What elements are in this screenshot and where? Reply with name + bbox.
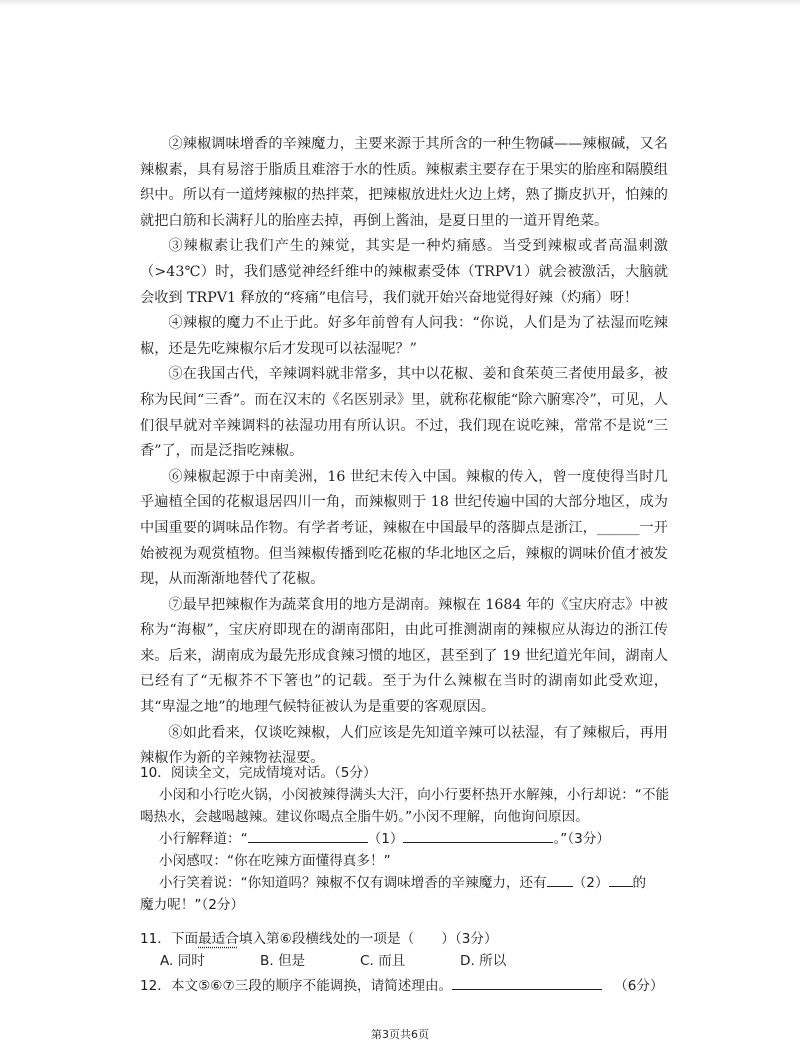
answer-blank-2a[interactable] [547, 872, 573, 887]
question-12-stem [140, 975, 670, 997]
line-1-prefix: 小行解释道：“ [159, 831, 248, 847]
blank-2-mark: （2） [572, 875, 609, 891]
option-c[interactable]: C. 而且 [360, 953, 406, 969]
question-10-line-4: 魔力呢！”（2分） [140, 897, 245, 913]
line-3-suffix: 的 [632, 875, 647, 891]
option-b[interactable]: B. 但是 [260, 953, 306, 969]
question-11-stem [140, 928, 670, 950]
answer-blank-2b[interactable] [609, 872, 633, 887]
question-12-score: （6分） [614, 978, 664, 994]
question-10-line-3 [140, 872, 670, 894]
paragraph-6: ⑥辣椒起源于中南美洲，16 世纪末传入中国。辣椒的传入，曾一度使得当时几乎遍植全国的花椒退居四川一角，而辣椒则于 18 世纪传遍中国的大部分地区，成为中国重要的调味品作物。有学者考证，辣椒在中国最早的落脚点是浙江，______一开始被视为观赏植物。但当辣椒传播到吃花椒的华北地区之后，辣椒的调味价值才被发现，从而渐渐地替代了花椒。 [140, 468, 668, 588]
answer-blank-1b[interactable] [403, 828, 553, 843]
question-10 [140, 762, 670, 916]
question-11-stem-suffix: 填入第⑥段横线处的一项是（ ）（3分） [238, 931, 498, 947]
question-11-options [140, 950, 670, 972]
option-a[interactable]: A. 同时 [160, 953, 205, 969]
line-1-suffix: 。”（3分） [553, 831, 610, 847]
paragraph-5: ⑤在我国古代，辛辣调料就非常多，其中以花椒、姜和食茱萸三者使用最多，被称为民间“三香”。而在汉末的《名医别录》里，就称花椒能“除六腑寒冷”，可见，人们很早就对辛辣调料的祛湿功用有所认识。不过，我们现在说吃辣，常常不是说“三香”了，而是泛指吃辣椒。 [140, 366, 668, 460]
question-10-line-1 [140, 828, 670, 850]
line-3-prefix: 小行笑着说：“你知道吗？辣椒不仅有调味增香的辛辣魔力，还有 [159, 875, 547, 891]
question-12 [140, 975, 670, 997]
page-number: 第3页共6页 [371, 1028, 429, 1041]
question-11 [140, 928, 670, 972]
question-12-text: 12．本文⑤⑥⑦三段的顺序不能调换，请简述理由。 [140, 978, 453, 994]
option-d[interactable]: D. 所以 [460, 953, 507, 969]
paragraph-4: ④辣椒的魔力不止于此。好多年前曾有人问我：“你说，人们是为了祛湿而吃辣椒，还是先吃辣椒尔后才发现可以祛湿呢？” [140, 315, 668, 357]
reading-passage [140, 132, 668, 772]
question-10-context: 小闵和小行吃火锅，小闵被辣得满头大汗，向小行要杯热开水解辣，小行却说：“不能喝热水，会越喝越辣。建议你喝点全脂牛奶。”小闵不理解，向他询问原因。 [140, 787, 670, 825]
question-10-stem: 10．阅读全文，完成情境对话。（5分） [140, 765, 377, 781]
blank-1-mark: （1） [367, 831, 404, 847]
answer-blank-12[interactable] [452, 975, 602, 990]
paragraph-7: ⑦最早把辣椒作为蔬菜食用的地方是湖南。辣椒在 1684 年的《宝庆府志》中被称为“海椒”，宝庆府即现在的湖南邵阳，由此可推测湖南的辣椒应从海边的浙江传来。后来，湖南成为最先形成食辣习惯的地区，甚至到了 19 世纪道光年间，湖南人已经有了“无椒芥不下箸也”的记载。至于为什么辣椒在当时的湖南如此受欢迎，其“卑湿之地”的地理气候特征被认为是重要的客观原因。 [140, 596, 668, 716]
page-edge [0, 0, 800, 6]
paragraph-8: ⑧如此看来，仅谈吃辣椒，人们应该是先知道辛辣可以祛湿，有了辣椒后，再用辣椒作为新的辛辣物祛湿要。 [140, 724, 668, 767]
answer-blank-1a[interactable] [248, 828, 368, 843]
paragraph-3: ③辣椒素让我们产生的辣觉，其实是一种灼痛感。当受到辣椒或者高温刺激（>43℃）时，我们感觉神经纤维中的辣椒素受体（TRPV1）就会被激活，大脑就会收到 TRPV1 释放的“疼痛”电信号，我们就开始兴奋地觉得好辣（灼痛）呀！ [140, 238, 668, 306]
question-10-line-2: 小闵感叹：“你在吃辣方面懂得真多！” [159, 853, 391, 869]
paragraph-2: ②辣椒调味增香的辛辣魔力，主要来源于其所含的一种生物碱——辣椒碱，又名辣椒素，具有易溶于脂质且难溶于水的性质。辣椒素主要存在于果实的胎座和隔膜组织中。所以有一道烤辣椒的热拌菜，把辣椒放进灶火边上烤，熟了撕皮扒开，怕辣的就把白筋和长满籽儿的胎座去掉，再倒上酱油，是夏日里的一道开胃绝菜。 [140, 136, 668, 229]
question-11-stem-prefix: 11．下面 [140, 931, 199, 947]
question-11-emphasis: 最适合 [198, 931, 239, 947]
